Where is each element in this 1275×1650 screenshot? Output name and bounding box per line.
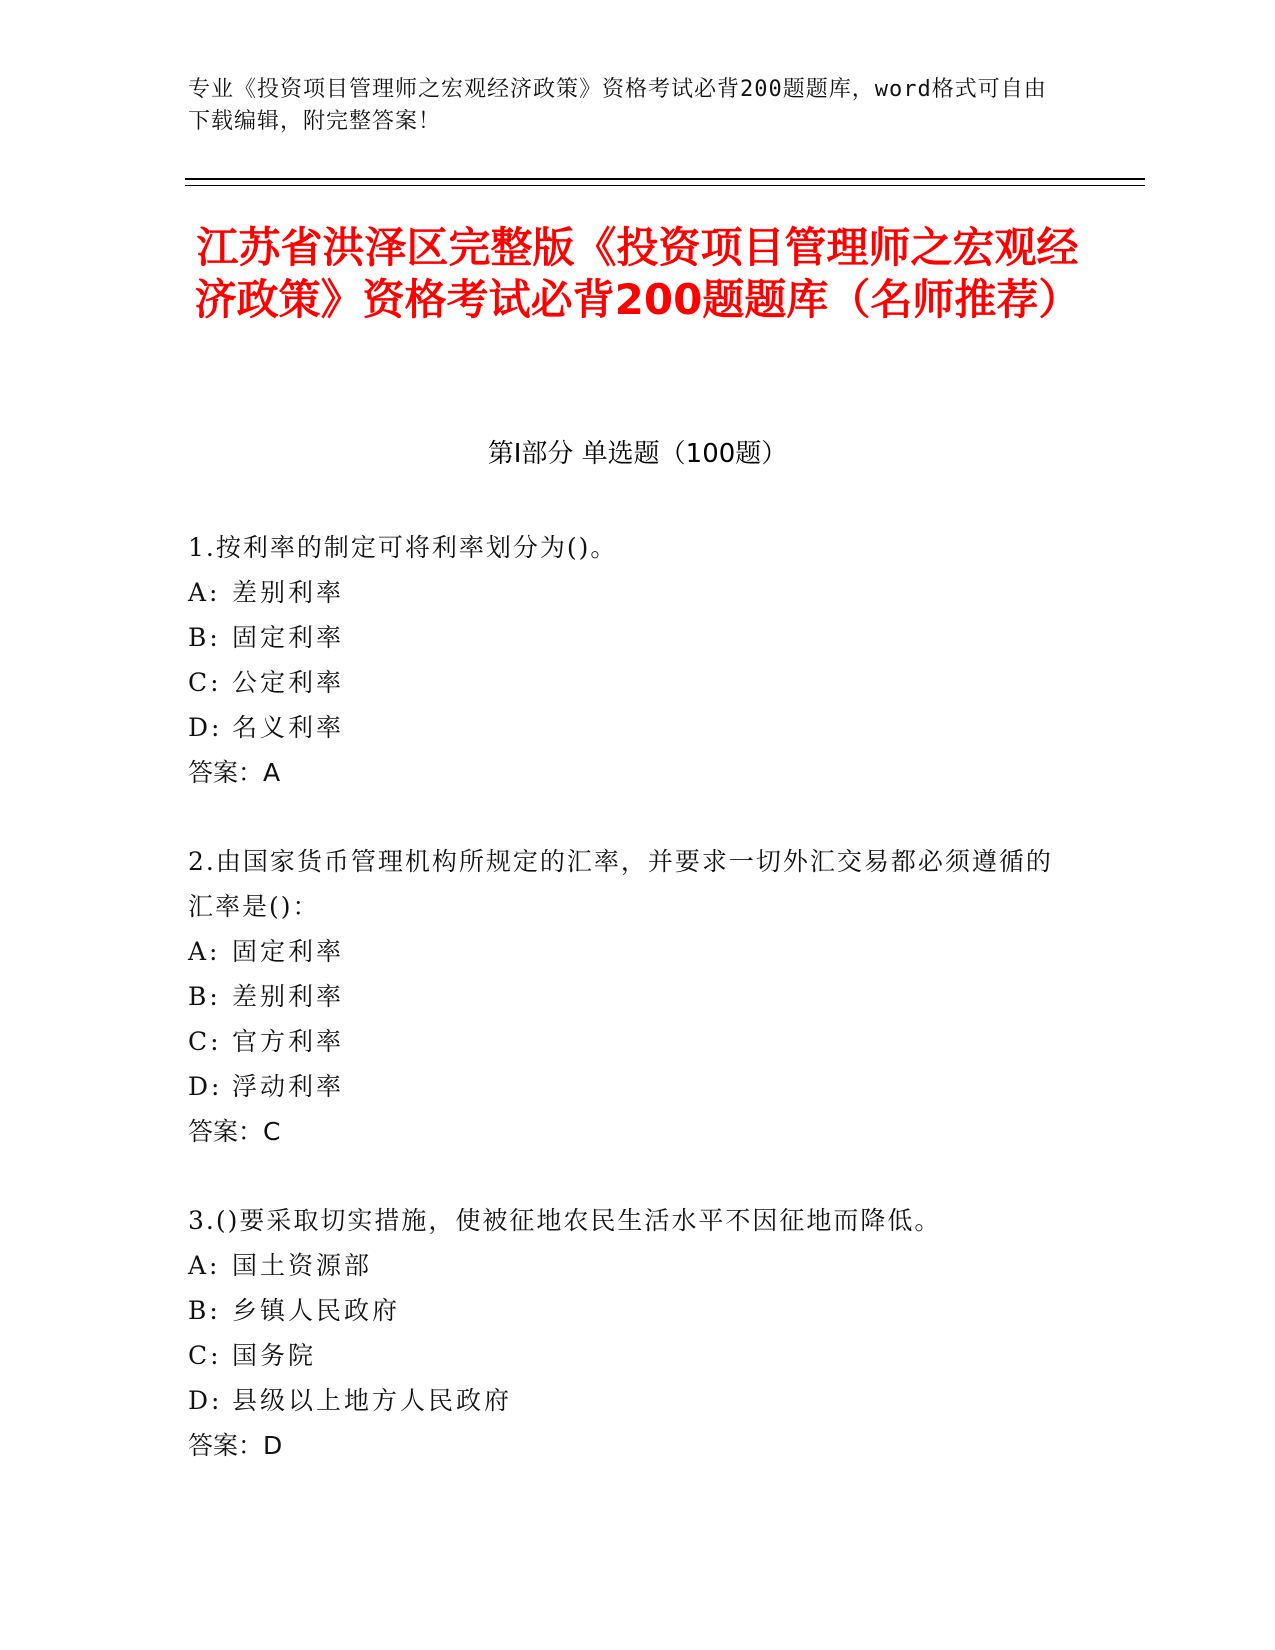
option-text: 国土资源部 — [232, 1251, 373, 1280]
option-letter: A: — [188, 578, 221, 607]
answer-line — [188, 750, 1068, 795]
answer-line — [188, 1109, 1068, 1154]
option-d — [188, 1378, 1068, 1423]
option-text: 县级以上地方人民政府 — [232, 1386, 513, 1415]
option-letter: A: — [188, 1251, 221, 1280]
document-title: 江苏省洪泽区完整版《投资项目管理师之宏观经济政策》资格考试必背200题题库（名师推荐） — [194, 223, 1081, 324]
option-text: 官方利率 — [232, 1027, 345, 1056]
answer-value: C — [263, 1117, 281, 1146]
section-heading: 第I部分 单选题（100题） — [487, 439, 788, 469]
option-letter: D: — [188, 713, 223, 742]
answer-value: D — [263, 1431, 283, 1460]
header-rule-thin — [185, 185, 1145, 186]
option-d — [188, 705, 1068, 750]
question-list — [188, 525, 1068, 1512]
option-text: 固定利率 — [232, 937, 345, 966]
option-a — [188, 1243, 1068, 1288]
document-intro: 专业《投资项目管理师之宏观经济政策》资格考试必背200题题库，word格式可自由下载编辑，附完整答案！ — [188, 77, 1047, 134]
option-letter: B: — [188, 982, 221, 1011]
option-d — [188, 1064, 1068, 1109]
question-1 — [188, 525, 1068, 795]
option-b — [188, 615, 1068, 660]
answer-label: 答案： — [188, 758, 264, 787]
answer-label: 答案： — [188, 1117, 264, 1146]
question-stem: 2.由国家货币管理机构所规定的汇率，并要求一切外汇交易都必须遵循的汇率是()： — [188, 847, 1053, 921]
option-b — [188, 1288, 1068, 1333]
option-c — [188, 660, 1068, 705]
option-text: 公定利率 — [232, 668, 345, 697]
option-letter: C: — [188, 1027, 222, 1056]
option-letter: C: — [188, 668, 222, 697]
option-text: 差别利率 — [232, 578, 345, 607]
option-text: 国务院 — [232, 1341, 317, 1370]
option-text: 浮动利率 — [232, 1072, 345, 1101]
option-a — [188, 929, 1068, 974]
option-letter: A: — [188, 937, 221, 966]
option-letter: D: — [188, 1072, 223, 1101]
option-a — [188, 570, 1068, 615]
option-c — [188, 1019, 1068, 1064]
option-letter: C: — [188, 1341, 222, 1370]
question-2 — [188, 839, 1068, 1154]
option-c — [188, 1333, 1068, 1378]
option-letter: B: — [188, 623, 221, 652]
question-3 — [188, 1198, 1068, 1468]
question-stem: 3.()要采取切实措施，使被征地农民生活水平不因征地而降低。 — [188, 1206, 942, 1235]
answer-value: A — [263, 758, 281, 787]
option-text: 乡镇人民政府 — [232, 1296, 401, 1325]
option-text: 差别利率 — [232, 982, 345, 1011]
question-stem: 1.按利率的制定可将利率划分为()。 — [188, 533, 618, 562]
option-b — [188, 974, 1068, 1019]
answer-line — [188, 1423, 1068, 1468]
option-letter: B: — [188, 1296, 221, 1325]
option-letter: D: — [188, 1386, 223, 1415]
option-text: 名义利率 — [232, 713, 345, 742]
answer-label: 答案： — [188, 1431, 264, 1460]
header-rule-thick — [185, 178, 1145, 180]
option-text: 固定利率 — [232, 623, 345, 652]
